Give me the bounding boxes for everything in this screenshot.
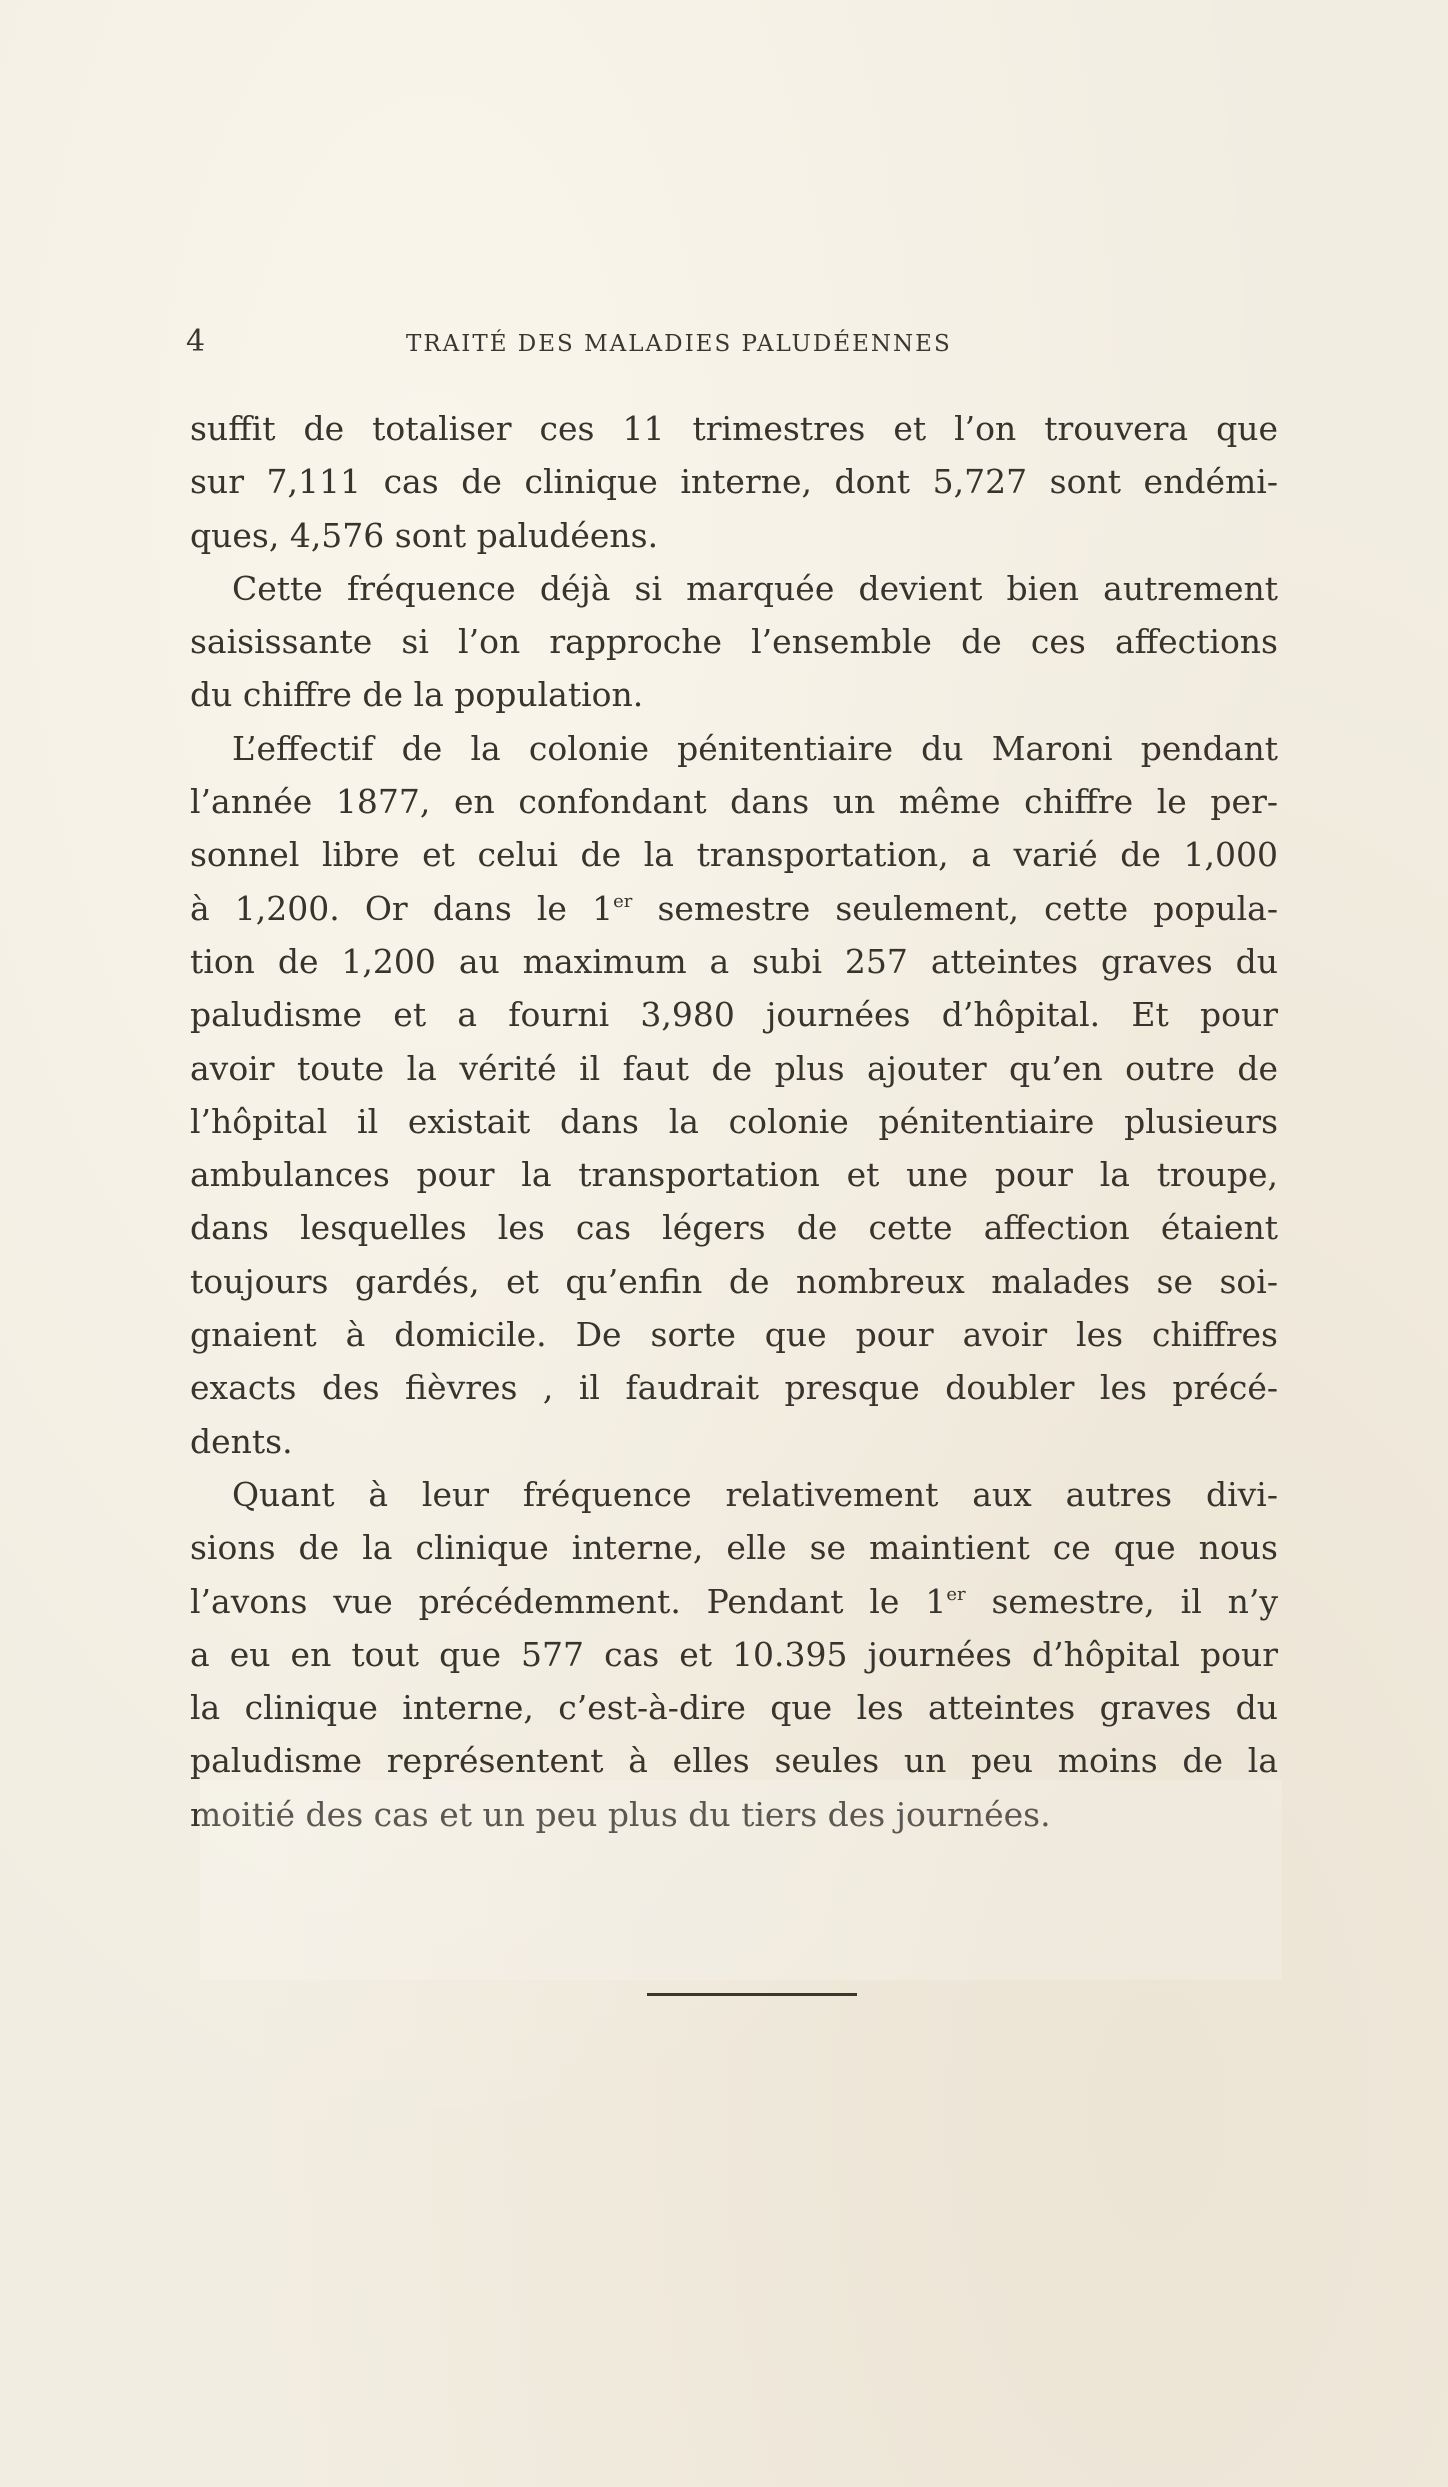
text-line: sur 7,111 cas de clinique interne, dont 5,727 sont endémi- [190,462,1278,502]
text-line: sonnel libre et celui de la transportation, a varié de 1,000 [190,835,1278,875]
text-line: moitié des cas et un peu plus du tiers des journées. [190,1794,1051,1834]
text-line: ques, 4,576 sont paludéens. [190,515,659,555]
page-header [186,322,1276,362]
text-line: à 1,200. Or dans le 1er semestre seulement, cette popula- [190,888,1278,928]
text-line: exacts des fièvres , il faudrait presque doubler les précé- [190,1368,1278,1408]
print-shade [200,1780,1282,1980]
text-line: a eu en tout que 577 cas et 10.395 journées d’hôpital pour [190,1634,1278,1674]
paragraph-2 [190,562,1278,722]
text-line: du chiffre de la population. [190,675,644,715]
text-line: la clinique interne, c’est-à-dire que les atteintes graves du [190,1688,1278,1728]
text-line: l’hôpital il existait dans la colonie pénitentiaire plusieurs [190,1101,1278,1141]
page-number: 4 [186,324,206,359]
text-line: tion de 1,200 au maximum a subi 257 atteintes graves du [190,941,1278,981]
body-text [190,402,1278,1841]
text-line: ambulances pour la transportation et une pour la troupe, [190,1155,1278,1195]
text-line: suffit de totaliser ces 11 trimestres et l’on trouvera que [190,409,1278,448]
running-title: TRAITÉ DES MALADIES PALUDÉENNES [406,331,952,357]
text-line: Quant à leur fréquence relativement aux autres divi- [232,1474,1278,1514]
text-line: dans lesquelles les cas légers de cette affection étaient [190,1208,1278,1248]
text-line: gnaient à domicile. De sorte que pour avoir les chiffres [190,1315,1278,1355]
text-line: paludisme et a fourni 3,980 journées d’hôpital. Et pour [190,995,1278,1035]
text-line: L’effectif de la colonie pénitentiaire du Maroni pendant [232,728,1278,768]
text-line: avoir toute la vérité il faut de plus ajouter qu’en outre de [190,1048,1278,1088]
text-line: l’année 1877, en confondant dans un même chiffre le per- [190,782,1278,822]
text-line: toujours gardés, et qu’enfin de nombreux malades se soi- [190,1261,1278,1301]
paragraph-3 [190,722,1278,1468]
text-line: paludisme représentent à elles seules un peu moins de la [190,1741,1278,1781]
text-line: sions de la clinique interne, elle se maintient ce que nous [190,1528,1278,1568]
section-end-rule [647,1993,857,1996]
text-line: dents. [190,1421,293,1461]
paragraph-1 [190,402,1278,562]
text-line: Cette fréquence déjà si marquée devient bien autrement [232,568,1278,608]
text-line: saisissante si l’on rapproche l’ensemble de ces affections [190,622,1278,662]
text-line: l’avons vue précédemment. Pendant le 1er semestre, il n’y [190,1581,1279,1621]
